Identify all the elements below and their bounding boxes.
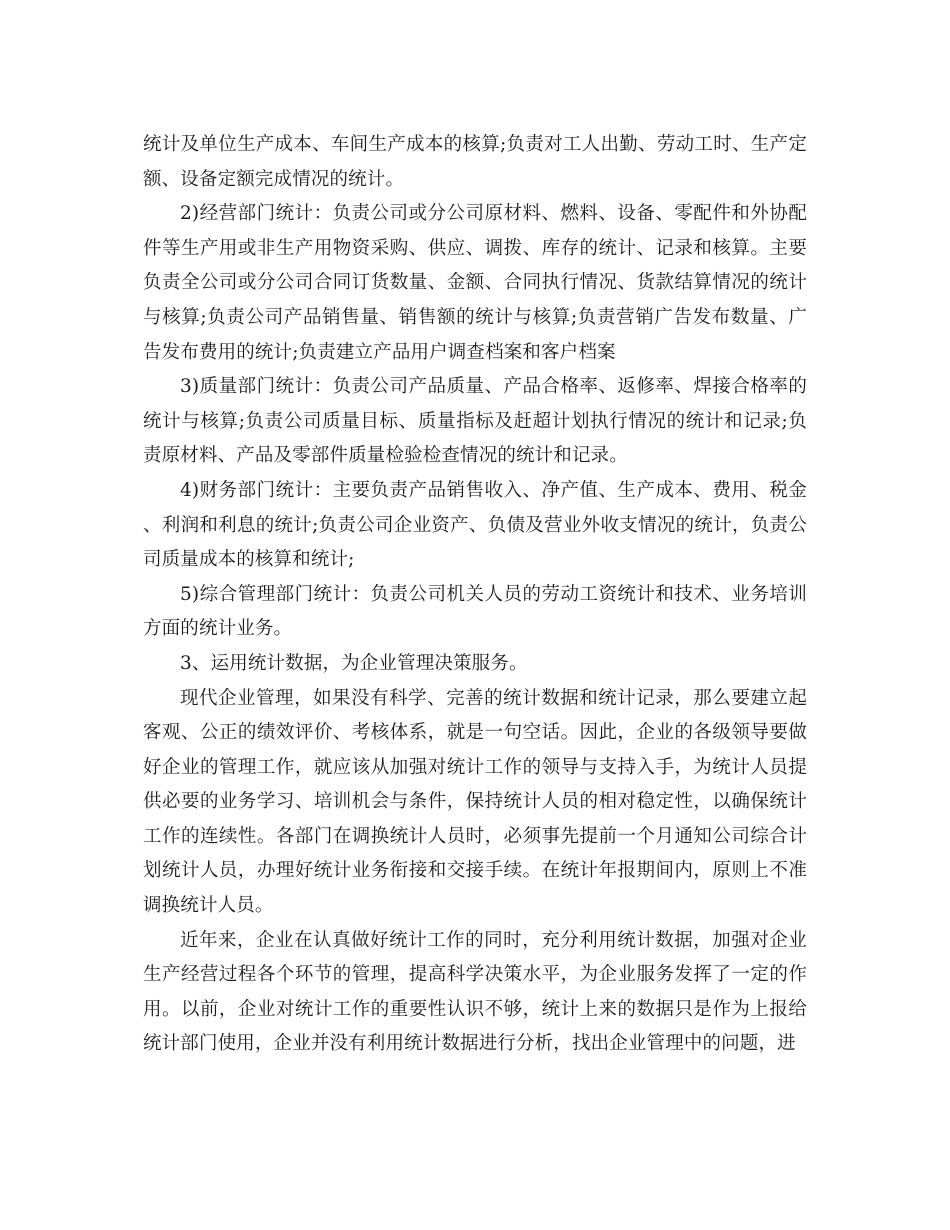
paragraph-admin-dept: 5)综合管理部门统计：负责公司机关人员的劳动工资统计和技术、业务培训方面的统计业务。 [143,583,807,640]
paragraph-quality-dept: 3)质量部门统计：负责公司产品质量、产品合格率、返修率、焊接合格率的统计与核算;负责公司质量目标、质量指标及赶超计划执行情况的统计和记录;负责原材料、产品及零部件质量检验检查情况的统计和记录。 [143,376,807,467]
paragraph-recent-years: 近年来，企业在认真做好统计工作的同时，充分利用统计数据，加强对企业生产经营过程各个环节的管理，提高科学决策水平，为企业服务发挥了一定的作用。以前，企业对统计工作的重要性认识不够，统计上来的数据只是作为上报给统计部门使用，企业并没有利用统计数据进行分析，找出企业管理中的问题，进 [143,929,807,1055]
document-body [143,128,807,1062]
section-heading: 3、运用统计数据，为企业管理决策服务。 [180,652,528,674]
paragraph-continued: 统计及单位生产成本、车间生产成本的核算;负责对工人出勤、劳动工时、生产定额、设备定额完成情况的统计。 [143,134,807,190]
paragraph-finance-dept: 4)财务部门统计：主要负责产品销售收入、净产值、生产成本、费用、税金、利润和利息的统计;负责公司企业资产、负债及营业外收支情况的统计，负责公司质量成本的核算和统计; [143,479,807,571]
paragraph-modern-management: 现代企业管理，如果没有科学、完善的统计数据和统计记录，那么要建立起客观、公正的绩效评价、考核体系，就是一句空话。因此，企业的各级领导要做好企业的管理工作，就应该从加强对统计工作的领导与支持入手，为统计人员提供必要的业务学习、培训机会与条件，保持统计人员的相对稳定性，以确保统计工作的连续性。各部门在调换统计人员时，必须事先提前一个月通知公司综合计划统计人员，办理好统计业务衔接和交接手续。在统计年报期间内，原则上不准调换统计人员。 [143,687,807,917]
paragraph-business-dept: 2)经营部门统计：负责公司或分公司原材料、燃料、设备、零配件和外协配件等生产用或非生产用物资采购、供应、调拨、库存的统计、记录和核算。主要负责全公司或分公司合同订货数量、金额、合同执行情况、货款结算情况的统计与核算;负责公司产品销售量、销售额的统计与核算;负责营销广告发布数量、广告发布费用的统计;负责建立产品用户调查档案和客户档案 [143,203,807,363]
